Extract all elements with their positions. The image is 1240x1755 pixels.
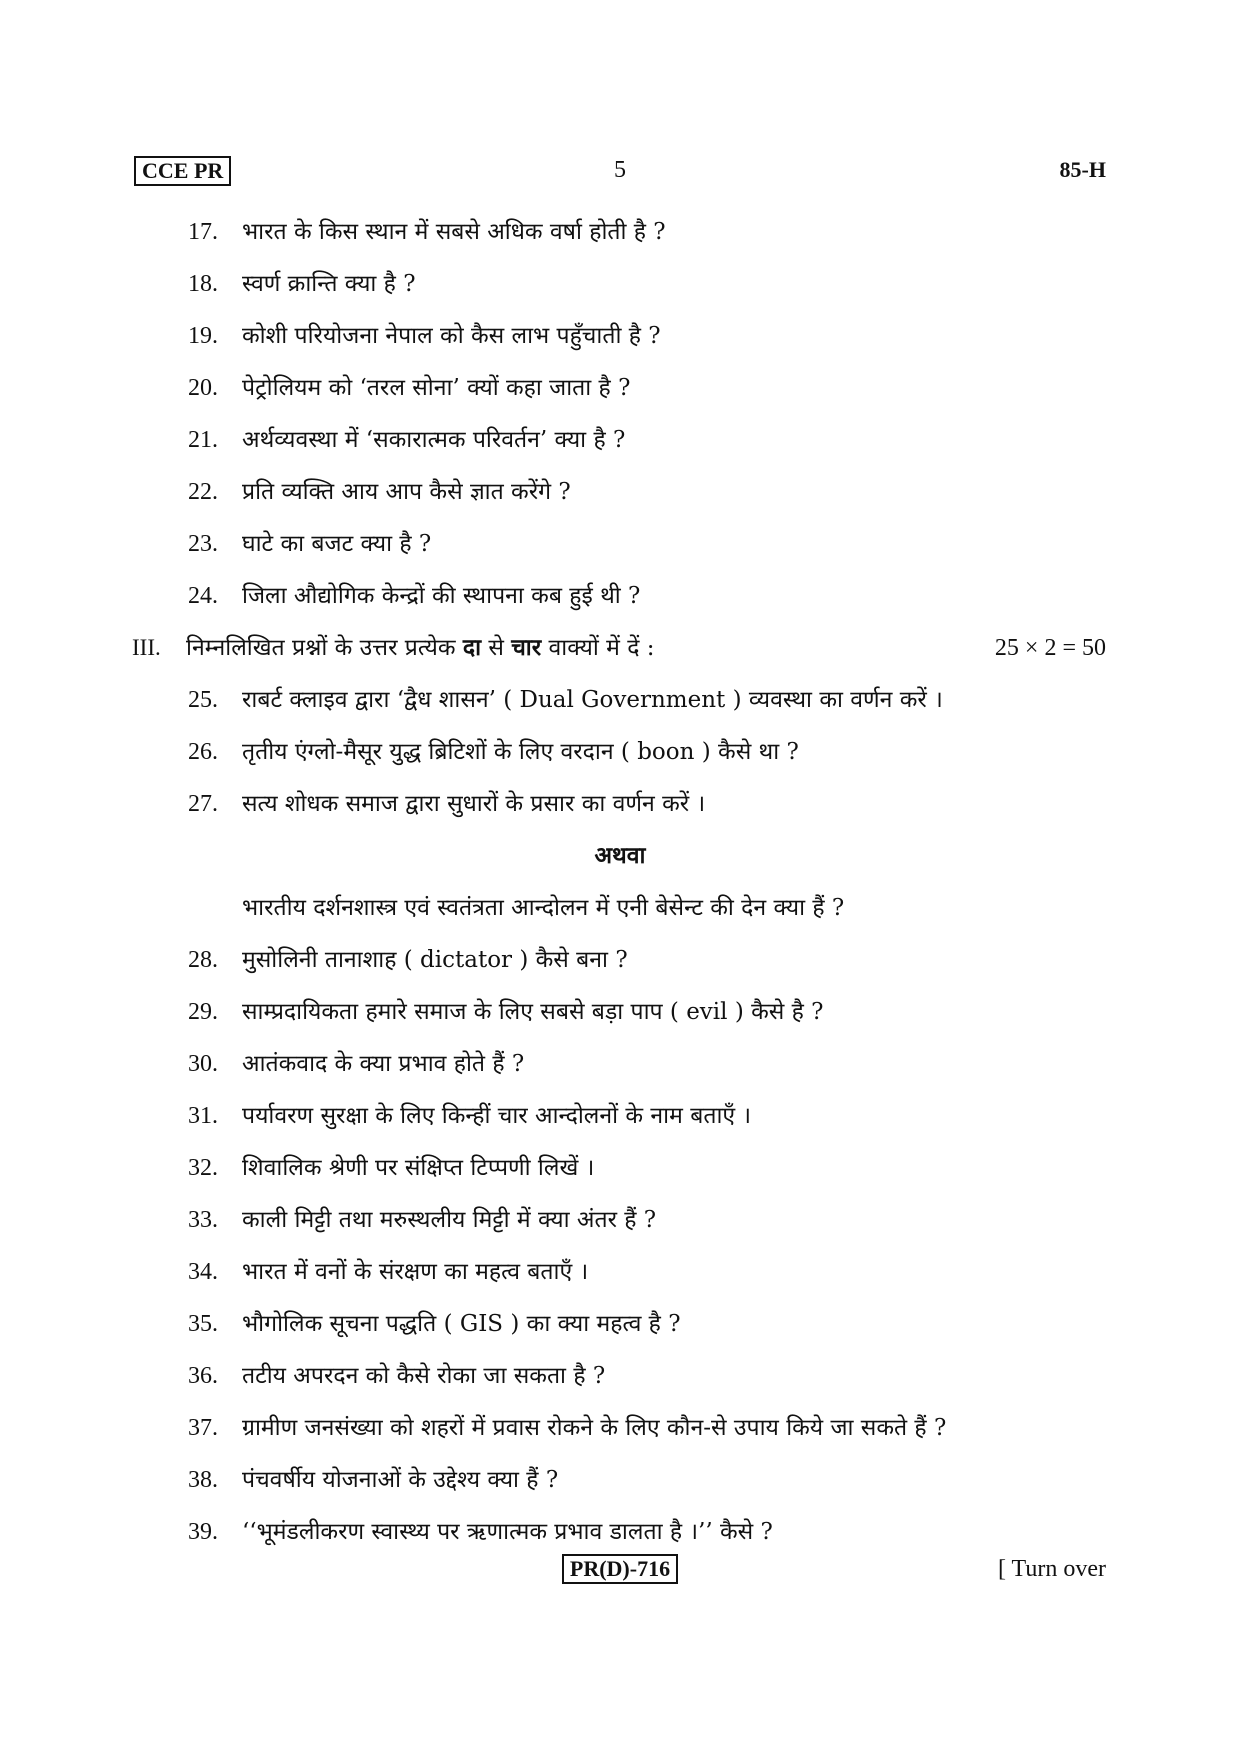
question-item xyxy=(0,368,1240,408)
question-item xyxy=(0,992,1240,1032)
question-text: काली मिट्टी तथा मरुस्थलीय मिट्टी में क्या अंतर हैं ? xyxy=(242,1207,657,1233)
question-number: 22. xyxy=(188,479,218,505)
section-numeral: III. xyxy=(132,635,161,660)
section-heading xyxy=(0,628,1240,668)
instruction-part: निम्नलिखित प्रश्नों के उत्तर प्रत्येक xyxy=(186,635,463,661)
question-text: पर्यावरण सुरक्षा के लिए किन्हीं चार आन्दोलनों के नाम बताएँ । xyxy=(242,1103,752,1129)
question-text: स्वर्ण क्रान्ति क्या है ? xyxy=(242,271,416,297)
question-number: 32. xyxy=(188,1155,218,1181)
turn-over-note: [ Turn over xyxy=(997,1556,1106,1582)
or-separator xyxy=(0,836,1240,876)
question-item xyxy=(0,1044,1240,1084)
question-text: तटीय अपरदन को कैसे रोका जा सकता है ? xyxy=(242,1363,606,1389)
question-number: 29. xyxy=(188,999,218,1025)
question-number: 23. xyxy=(188,531,218,557)
question-text: भारत में वनों के संरक्षण का महत्व बताएँ । xyxy=(242,1259,589,1285)
question-text: अर्थव्यवस्था में ‘सकारात्मक परिवर्तन’ क्या है ? xyxy=(242,427,626,453)
question-number: 34. xyxy=(188,1259,218,1285)
question-number: 19. xyxy=(188,323,218,349)
question-number: 21. xyxy=(188,427,218,453)
question-item xyxy=(0,732,1240,772)
question-item xyxy=(0,1460,1240,1500)
question-number: 36. xyxy=(188,1363,218,1389)
question-text: शिवालिक श्रेणी पर संक्षिप्त टिप्पणी लिखें । xyxy=(242,1155,595,1181)
or-question xyxy=(0,888,1240,928)
question-text: तृतीय एंग्लो-मैसूर युद्ध ब्रिटिशों के लिए वरदान ( boon ) कैसे था ? xyxy=(242,739,799,765)
question-number: 24. xyxy=(188,583,218,609)
question-number: 31. xyxy=(188,1103,218,1129)
question-item xyxy=(0,472,1240,512)
question-number: 37. xyxy=(188,1415,218,1441)
question-item xyxy=(0,576,1240,616)
question-item xyxy=(0,1200,1240,1240)
page-header xyxy=(134,156,1106,192)
question-item xyxy=(0,316,1240,356)
question-item xyxy=(0,1512,1240,1552)
question-item xyxy=(0,1148,1240,1188)
question-number: 18. xyxy=(188,271,218,297)
page-footer xyxy=(134,1554,1106,1590)
footer-code: PR(D)-716 xyxy=(562,1554,678,1584)
question-number: 26. xyxy=(188,739,218,765)
or-word: अथवा xyxy=(594,842,646,869)
footer-code-wrap xyxy=(134,1554,1106,1584)
question-text: भारतीय दर्शनशास्त्र एवं स्वतंत्रता आन्दोलन में एनी बेसेन्ट की देन क्या हैं ? xyxy=(242,895,845,921)
header-right-code: 85-H xyxy=(1059,157,1106,182)
question-text: कोशी परियोजना नेपाल को कैस लाभ पहुँचाती है ? xyxy=(242,323,661,349)
question-number: 35. xyxy=(188,1311,218,1337)
question-item xyxy=(0,264,1240,304)
question-number: 38. xyxy=(188,1467,218,1493)
question-text: ग्रामीण जनसंख्या को शहरों में प्रवास रोकने के लिए कौन-से उपाय किये जा सकते हैं ? xyxy=(242,1415,947,1441)
page-number: 5 xyxy=(614,157,626,183)
question-item xyxy=(0,1356,1240,1396)
instruction-part: वाक्यों में दें : xyxy=(541,635,655,661)
question-number: 28. xyxy=(188,947,218,973)
question-text: सत्य शोधक समाज द्वारा सुधारों के प्रसार का वर्णन करें । xyxy=(242,791,706,817)
question-number: 17. xyxy=(188,219,218,245)
question-item xyxy=(0,1252,1240,1292)
question-number: 27. xyxy=(188,791,218,817)
question-text: मुसोलिनी तानाशाह ( dictator ) कैसे बना ? xyxy=(242,947,628,973)
header-left-code: CCE PR xyxy=(134,156,231,186)
question-number: 39. xyxy=(188,1519,218,1545)
question-text: आतंकवाद के क्या प्रभाव होते हैं ? xyxy=(242,1051,525,1077)
question-item xyxy=(0,1304,1240,1344)
question-number: 20. xyxy=(188,375,218,401)
instruction-bold: दा xyxy=(462,634,482,661)
question-item xyxy=(0,1096,1240,1136)
question-text: भौगोलिक सूचना पद्धति ( GIS ) का क्या महत्व है ? xyxy=(242,1311,681,1337)
question-text: घाटे का बजट क्या है ? xyxy=(242,531,432,557)
question-number: 33. xyxy=(188,1207,218,1233)
question-item xyxy=(0,940,1240,980)
question-text: साम्प्रदायिकता हमारे समाज के लिए सबसे बड़ा पाप ( evil ) कैसे है ? xyxy=(242,999,824,1025)
question-number: 25. xyxy=(188,687,218,713)
question-text: प्रति व्यक्ति आय आप कैसे ज्ञात करेंगे ? xyxy=(242,479,571,505)
instruction-bold: चार xyxy=(511,634,542,661)
question-text: ‘‘भूमंडलीकरण स्वास्थ्य पर ऋणात्मक प्रभाव डालता है ।’’ कैसे ? xyxy=(242,1519,773,1545)
question-number: 30. xyxy=(188,1051,218,1077)
section-instruction xyxy=(186,628,655,668)
question-item xyxy=(0,524,1240,564)
section-marks: 25 × 2 = 50 xyxy=(994,635,1106,661)
question-text: राबर्ट क्लाइव द्वारा ‘द्वैध शासन’ ( Dual Government ) व्यवस्था का वर्णन करें । xyxy=(242,687,943,713)
question-text: पेट्रोलियम को ‘तरल सोना’ क्यों कहा जाता है ? xyxy=(242,375,631,401)
question-item xyxy=(0,680,1240,720)
question-item xyxy=(0,420,1240,460)
question-text: भारत के किस स्थान में सबसे अधिक वर्षा होती है ? xyxy=(242,219,666,245)
question-item xyxy=(0,212,1240,252)
question-item xyxy=(0,1408,1240,1448)
question-text: जिला औद्योगिक केन्द्रों की स्थापना कब हुई थी ? xyxy=(242,583,641,609)
question-item xyxy=(0,784,1240,824)
question-text: पंचवर्षीय योजनाओं के उद्देश्य क्या हैं ? xyxy=(242,1467,559,1493)
instruction-part: से xyxy=(481,635,512,661)
